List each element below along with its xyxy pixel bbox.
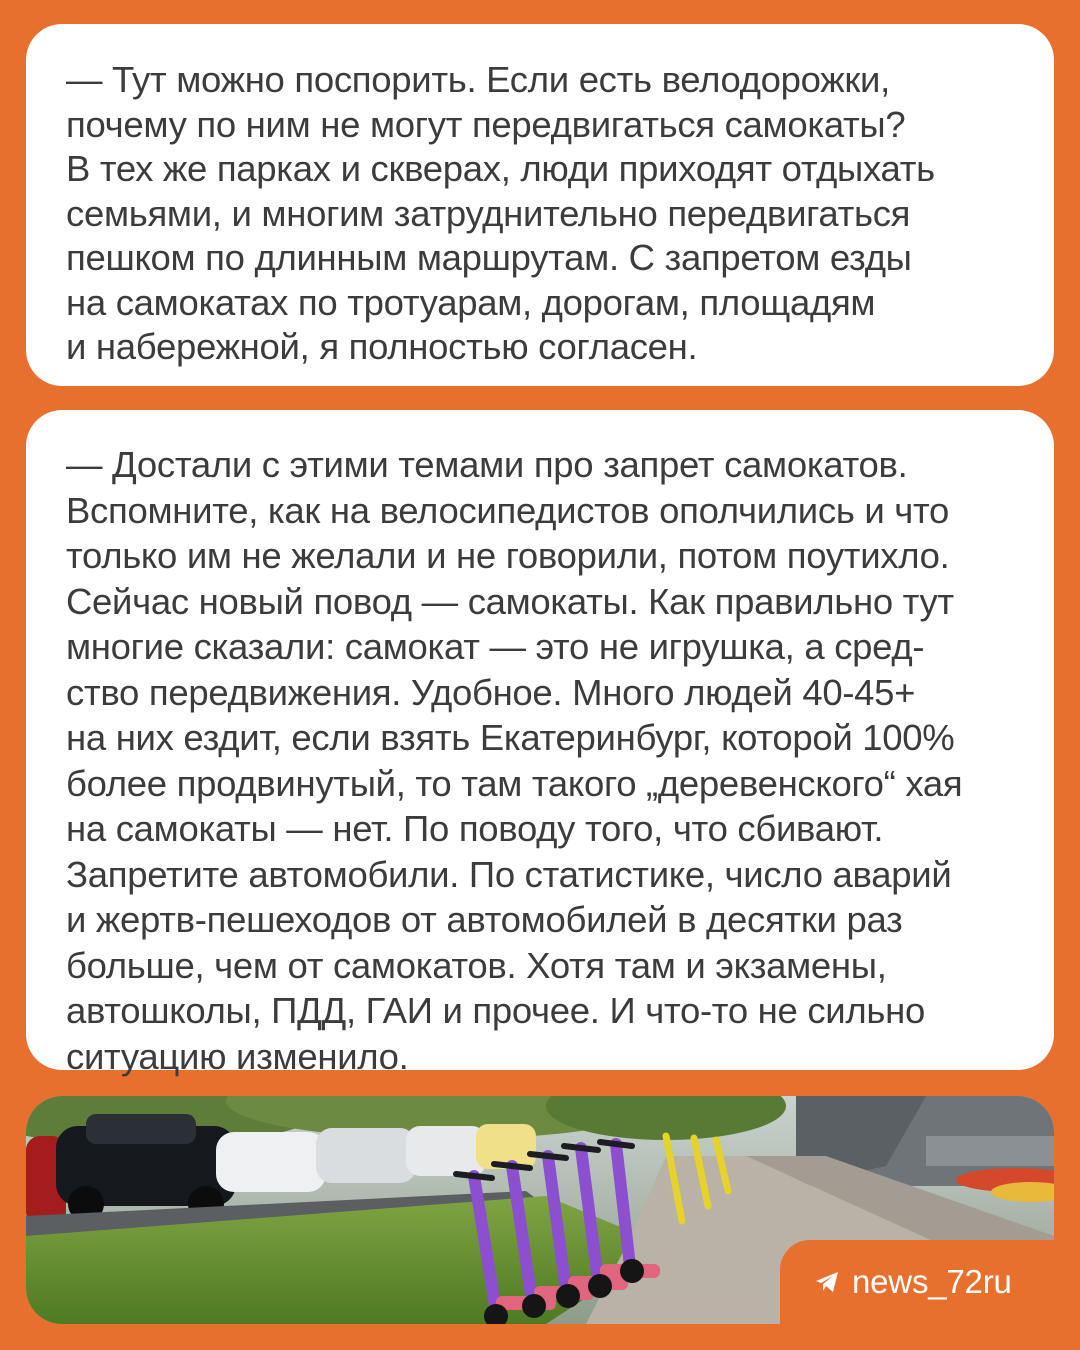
quote-text-1: — Тут можно поспорить. Если есть велодорожки, почему по ним не могут передвигаться самокаты? В тех же парках и скверах, люди приходят отдыхать семьями, и многим затруднительно передвигаться пешком по длинным маршрутам. С запретом езды на самокатах по тротуарам, дорогам, площадям и набережной, я полностью согласен. [66, 59, 935, 367]
quote-text-2: — Достали с этими темами про запрет самокатов. Вспомните, как на велосипедистов ополчились и что только им не желали и не говорили, потом поутихло. Сейчас новый повод — самокаты. Как правильно тут многие сказали: самокат — это не игрушка, а сред- ство передвижения. Удобное. Много людей 40-45+ на них ездит, если взять Екатеринбург, которой 100% более продвинутый, то там такого „деревенского“ хая на самокаты — нет. По поводу того, что сбивают. Запретите автомобили. По статистике, число аварий и жертв-пешеходов от автомобилей в десятки раз больше, чем от самокатов. Хотя там и экзамены, автошколы, ПДД, ГАИ и прочее. И что-то не сильно ситуацию изменило. [66, 444, 963, 1077]
quote-card-1 [26, 24, 1054, 386]
quote-card-2 [26, 410, 1054, 1077]
telegram-icon [814, 1269, 840, 1295]
channel-name: news_72ru [852, 1263, 1012, 1300]
channel-badge[interactable] [780, 1240, 1054, 1324]
